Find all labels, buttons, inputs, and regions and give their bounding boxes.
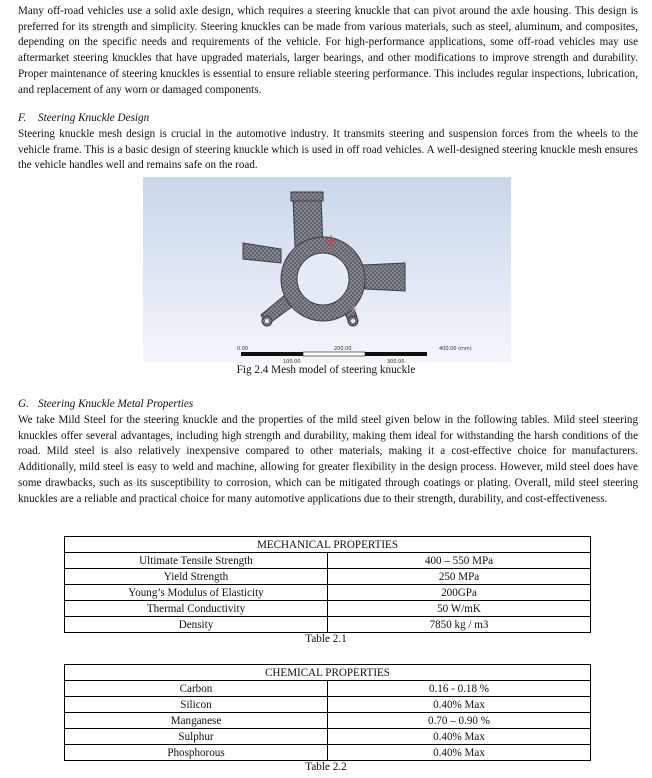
section-g-letter: G. [18, 398, 29, 410]
property-value: 7850 kg / m3 [328, 617, 591, 633]
property-name: Phosphorous [65, 745, 328, 761]
property-value: 0.16 - 0.18 % [328, 681, 591, 697]
mechanical-properties-table [64, 536, 591, 633]
property-name: Carbon [65, 681, 328, 697]
property-name: Manganese [65, 713, 328, 729]
table-row [65, 729, 591, 745]
table1-caption: Table 2.1 [305, 633, 347, 645]
table-row [65, 617, 591, 633]
property-value: 0.70 – 0.90 % [328, 713, 591, 729]
section-f-body: Steering knuckle mesh design is crucial in the automotive industry. It transmits steering and suspension forces from the wheels to the vehicle frame. This is a basic design of steering knuckle which is used in off road vehicles. A well-designed steering knuckle mesh ensures the vehicle handles well and remains safe on the road. [18, 128, 638, 172]
table-row [65, 697, 591, 713]
table-row [65, 585, 591, 601]
property-name: Young’s Modulus of Elasticity [65, 585, 328, 601]
section-f-title: Steering Knuckle Design [38, 112, 150, 124]
property-name: Ultimate Tensile Strength [65, 553, 328, 569]
table-row [65, 601, 591, 617]
property-value: 0.40% Max [328, 745, 591, 761]
table2-header: CHEMICAL PROPERTIES [65, 665, 591, 681]
table-row [65, 569, 591, 585]
table2-caption: Table 2.2 [305, 761, 347, 773]
property-value: 400 – 550 MPa [328, 553, 591, 569]
intro-paragraph: Many off-road vehicles use a solid axle design, which requires a steering knuckle that can pivot around the axle housing. This design is preferred for its strength and simplicity. Steering knuckles can be made from various materials, such as steel, aluminum, and composites, depending on the specific needs and requirements of the vehicle. For high-performance applications, some off-road vehicles may use aftermarket steering knuckles that have upgraded materials, larger bearings, and other modifications to improve strength and durability. Proper maintenance of steering knuckles is essential to ensure reliable steering performance. This includes regular inspections, lubrication, and replacement of any worn or damaged components. [18, 5, 638, 96]
table-row [65, 713, 591, 729]
property-value: 250 MPa [328, 569, 591, 585]
scale-label-100: 100.00 [283, 359, 301, 363]
section-f-heading [18, 112, 149, 124]
scale-label-300: 300.00 [387, 359, 405, 363]
scale-label-0: 0.00 [237, 346, 249, 352]
property-value: 0.40% Max [328, 697, 591, 713]
property-value: 200GPa [328, 585, 591, 601]
mesh-model-image [143, 177, 511, 363]
property-name: Sulphur [65, 729, 328, 745]
figure-caption: Fig 2.4 Mesh model of steering knuckle [236, 364, 416, 376]
table-row [65, 745, 591, 761]
section-f-letter: F. [18, 112, 27, 124]
table-row [65, 553, 591, 569]
scale-bar [241, 352, 427, 356]
table1-header: MECHANICAL PROPERTIES [65, 537, 591, 553]
property-name: Yield Strength [65, 569, 328, 585]
scale-label-400: 400.00 (mm) [439, 346, 472, 352]
chemical-properties-table [64, 664, 591, 761]
property-value: 50 W/mK [328, 601, 591, 617]
table-row [65, 681, 591, 697]
mesh-figure [143, 177, 511, 363]
property-name: Thermal Conductivity [65, 601, 328, 617]
scale-label-200: 200.00 [334, 346, 352, 352]
property-name: Density [65, 617, 328, 633]
section-g-title: Steering Knuckle Metal Properties [38, 398, 194, 410]
property-value: 0.40% Max [328, 729, 591, 745]
property-name: Silicon [65, 697, 328, 713]
section-g-heading [18, 398, 193, 410]
section-g-body: We take Mild Steel for the steering knuckle and the properties of the mild steel given below in the following tables. Mild steel steering knuckles offer several advantages, including high strength and durability, making them ideal for withstanding the harsh conditions of the road. Mild steel is also relatively inexpensive compared to other materials, making it a cost-effective choice for manufacturers. Additionally, mild steel is easy to weld and machine, allowing for greater flexibility in the design process. However, mild steel does have some drawbacks, such as its susceptibility to corrosion, which can be mitigated through coatings or plating. Overall, mild steel steering knuckles are a reliable and practical choice for many automotive applications due to their strength, durability, and cost-effectiveness. [18, 414, 638, 505]
